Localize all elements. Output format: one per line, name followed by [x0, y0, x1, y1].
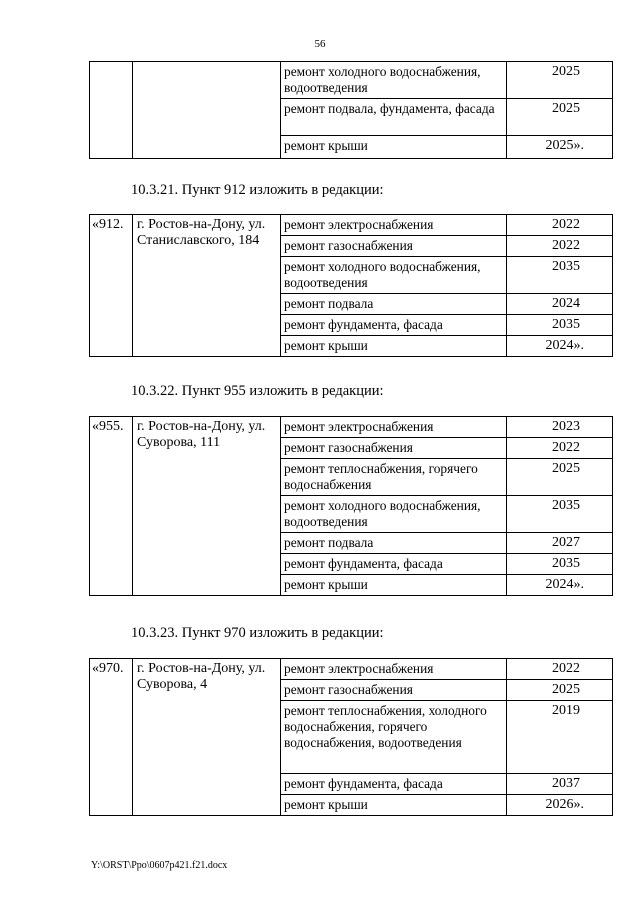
address-cell: г. Ростов-на-Дону, ул. Станиславского, 184 — [133, 215, 281, 357]
number-cell: «955. — [90, 417, 133, 596]
year-cell: 2019 — [507, 701, 613, 774]
file-path-footer: Y:\ORST\Ppo\0607p421.f21.docx — [91, 860, 228, 871]
table-item-970 — [89, 658, 613, 816]
year-cell: 2037 — [507, 774, 613, 795]
address-cell — [133, 62, 281, 159]
work-cell: ремонт холодного водоснабжения, водоотведения — [281, 496, 507, 533]
year-cell: 2024 — [507, 294, 613, 315]
year-cell: 2025 — [507, 459, 613, 496]
work-cell: ремонт газоснабжения — [281, 438, 507, 459]
table-row — [90, 417, 613, 438]
work-cell: ремонт подвала — [281, 533, 507, 554]
year-cell: 2024». — [507, 575, 613, 596]
instruction-text: 10.3.21. Пункт 912 изложить в редакции: — [131, 182, 384, 198]
table-item-955 — [89, 416, 613, 596]
year-cell: 2025 — [507, 62, 613, 99]
year-cell: 2025 — [507, 680, 613, 701]
work-cell: ремонт электроснабжения — [281, 659, 507, 680]
work-cell: ремонт холодного водоснабжения, водоотведения — [281, 257, 507, 294]
number-cell — [90, 62, 133, 159]
instruction-text: 10.3.23. Пункт 970 изложить в редакции: — [131, 625, 384, 641]
work-cell: ремонт холодного водоснабжения, водоотведения — [281, 62, 507, 99]
work-cell: ремонт газоснабжения — [281, 236, 507, 257]
work-cell: ремонт крыши — [281, 136, 507, 159]
year-cell: 2023 — [507, 417, 613, 438]
year-cell: 2035 — [507, 257, 613, 294]
year-cell: 2026». — [507, 795, 613, 816]
work-cell: ремонт газоснабжения — [281, 680, 507, 701]
page-number: 56 — [314, 38, 326, 50]
table-row — [90, 659, 613, 680]
year-cell: 2022 — [507, 215, 613, 236]
table-row — [90, 62, 613, 99]
work-cell: ремонт крыши — [281, 575, 507, 596]
year-cell: 2022 — [507, 236, 613, 257]
address-cell: г. Ростов-на-Дону, ул. Суворова, 111 — [133, 417, 281, 596]
work-cell: ремонт подвала — [281, 294, 507, 315]
year-cell: 2035 — [507, 315, 613, 336]
work-cell: ремонт крыши — [281, 795, 507, 816]
table-item-912 — [89, 214, 613, 357]
instruction-text: 10.3.22. Пункт 955 изложить в редакции: — [131, 383, 384, 399]
year-cell: 2035 — [507, 554, 613, 575]
number-cell: «970. — [90, 659, 133, 816]
year-cell: 2027 — [507, 533, 613, 554]
work-cell: ремонт теплоснабжения, горячего водоснабжения — [281, 459, 507, 496]
address-cell: г. Ростов-на-Дону, ул. Суворова, 4 — [133, 659, 281, 816]
work-cell: ремонт подвала, фундамента, фасада — [281, 99, 507, 136]
work-cell: ремонт крыши — [281, 336, 507, 357]
work-cell: ремонт теплоснабжения, холодного водоснабжения, горячего водоснабжения, водоотведения — [281, 701, 507, 774]
year-cell: 2035 — [507, 496, 613, 533]
work-cell: ремонт фундамента, фасада — [281, 315, 507, 336]
year-cell: 2025». — [507, 136, 613, 159]
work-cell: ремонт фундамента, фасада — [281, 554, 507, 575]
number-cell: «912. — [90, 215, 133, 357]
year-cell: 2022 — [507, 438, 613, 459]
year-cell: 2025 — [507, 99, 613, 136]
year-cell: 2024». — [507, 336, 613, 357]
table-continuation — [89, 61, 613, 159]
work-cell: ремонт электроснабжения — [281, 417, 507, 438]
work-cell: ремонт электроснабжения — [281, 215, 507, 236]
table-row — [90, 215, 613, 236]
work-cell: ремонт фундамента, фасада — [281, 774, 507, 795]
year-cell: 2022 — [507, 659, 613, 680]
